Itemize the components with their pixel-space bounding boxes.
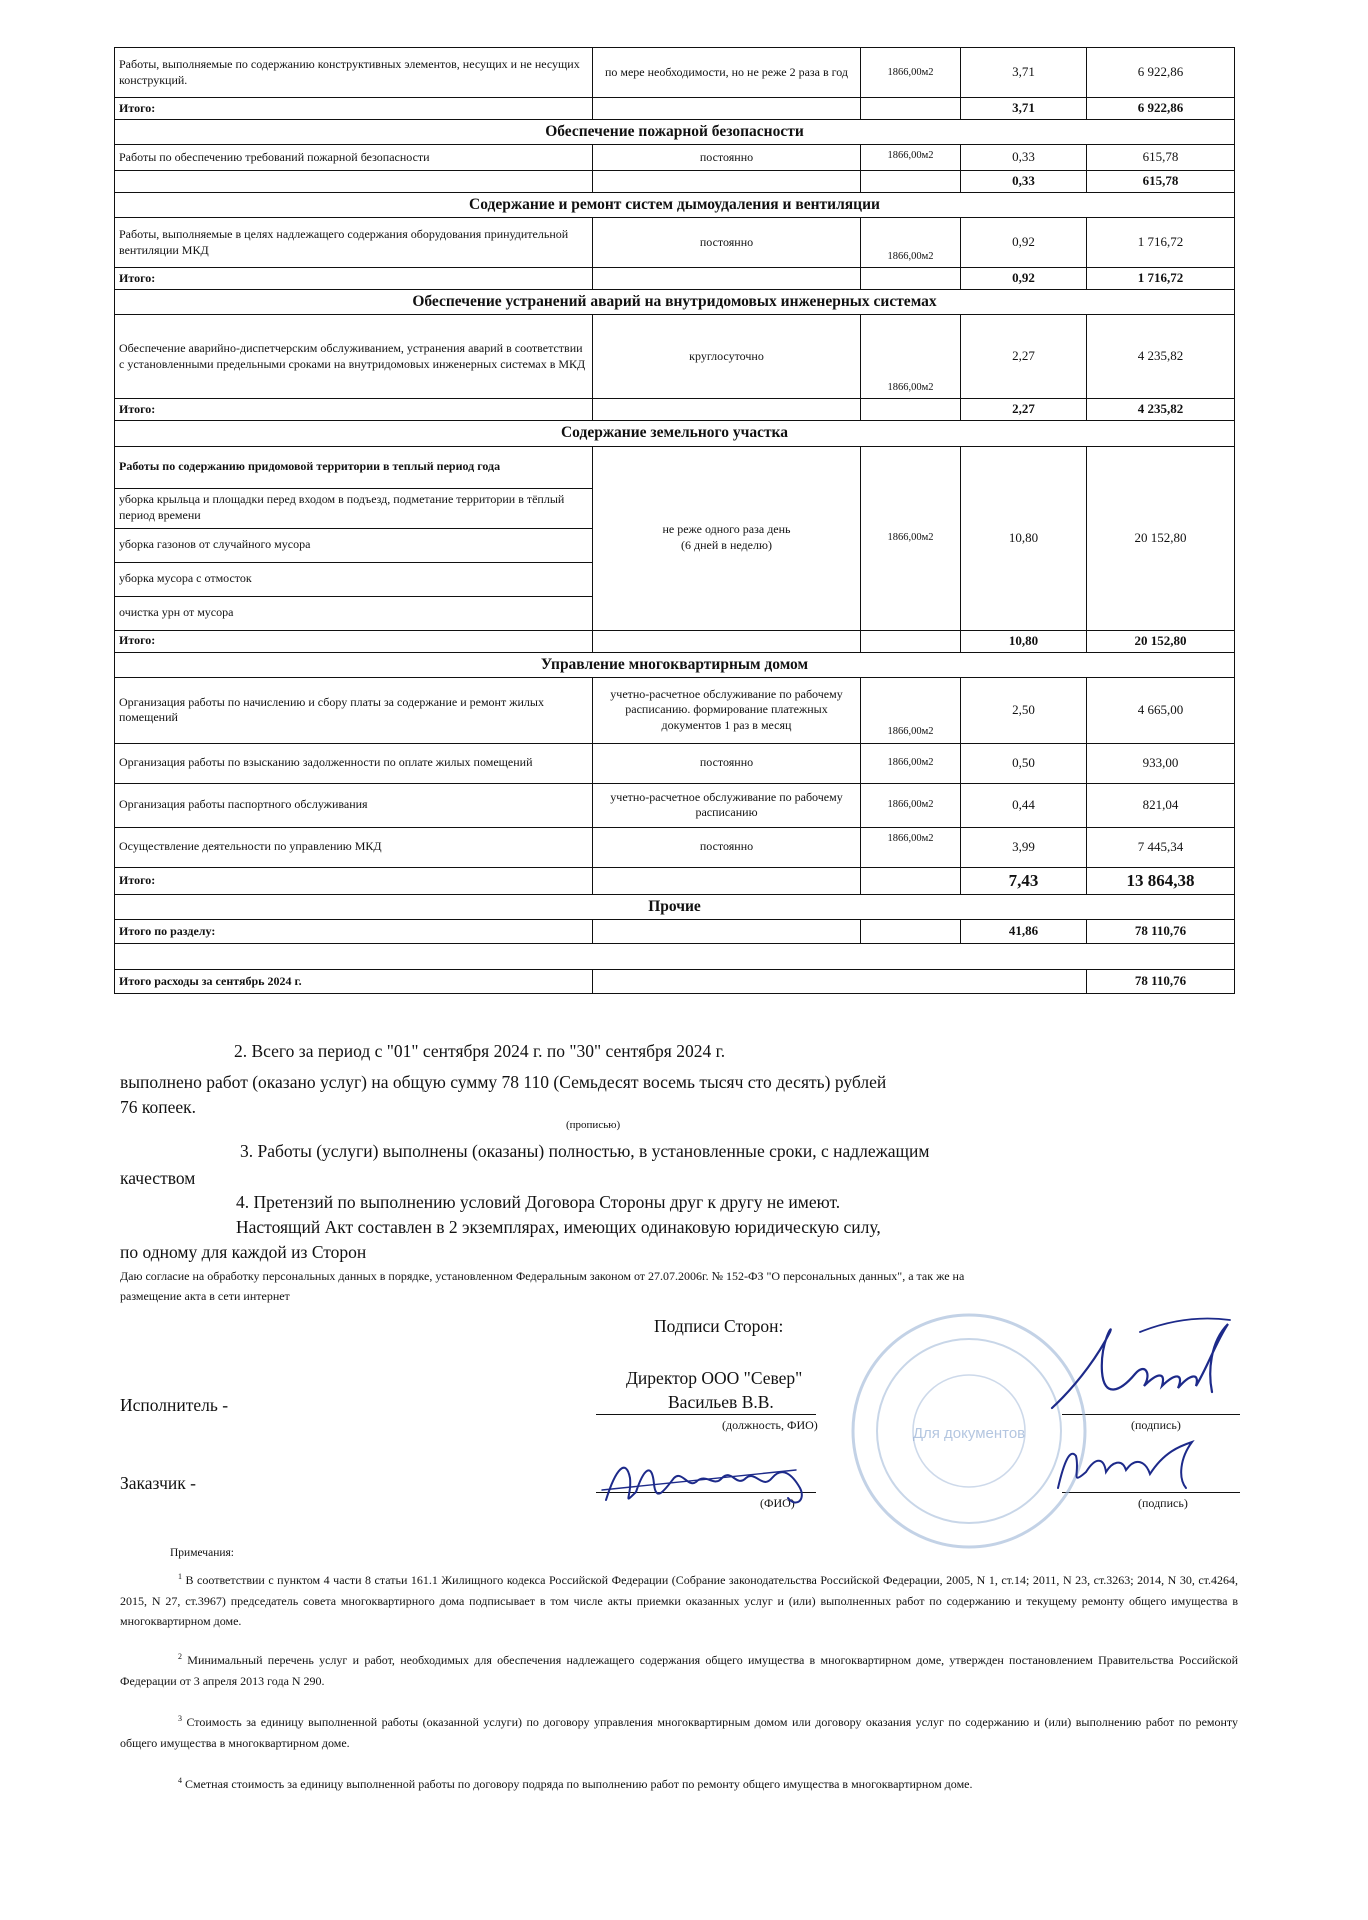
section-title: Обеспечение пожарной безопасности — [115, 120, 1235, 145]
total-rate: 2,27 — [961, 399, 1087, 421]
customer-signature — [596, 1448, 826, 1518]
table-row — [115, 218, 1235, 268]
service-rate: 0,44 — [961, 783, 1087, 827]
service-sum: 933,00 — [1087, 743, 1235, 783]
service-sum: 4 665,00 — [1087, 677, 1235, 743]
position-caption: (должность, ФИО) — [722, 1418, 818, 1432]
land-sum: 20 152,80 — [1087, 446, 1235, 630]
position-line — [596, 1414, 816, 1415]
service-name: Организация работы по начислению и сбору платы за содержание и ремонт жилых помещений — [115, 677, 593, 743]
service-unit: 1866,00м2 — [861, 218, 961, 268]
note-1 — [120, 1570, 1238, 1632]
services-table — [114, 47, 1235, 994]
section-title: Содержание и ремонт систем дымоудаления и вентиляции — [115, 193, 1235, 218]
total-row — [115, 98, 1235, 120]
service-period: круглосуточно — [593, 315, 861, 399]
paragraph-5: Настоящий Акт составлен в 2 экземплярах, имеющих одинаковую юридическую силу, — [236, 1217, 881, 1237]
table-row — [115, 677, 1235, 743]
executor-name: Васильев В.В. — [668, 1392, 774, 1412]
paragraph-3-end: качеством — [120, 1168, 196, 1188]
in-words-caption: (прописью) — [566, 1119, 621, 1131]
fio-caption: (ФИО) — [760, 1496, 795, 1510]
signature-caption: (подпись) — [1131, 1418, 1181, 1432]
total-row — [115, 867, 1235, 894]
note-2 — [120, 1650, 1238, 1691]
note-1-text: В соответствии с пунктом 4 части 8 статьи 161.1 Жилищного кодекса Российской Федерации (Собрание законодательства Российской Федерации, 2005, N 1, ст.14; 2011, N 23, ст.3263; 2014, N 30, ст.4264, 2015, N 27, ст.3967) председатель совета многоквартирного дома подписывает в том числе акты приемки оказанных услуг и (или) выполненных работ по содержанию и текущему ремонту общего имущества в многоквартирном доме. — [120, 1573, 1239, 1629]
note-3-text: Стоимость за единицу выполненной работы (оказанной услуги) по договору управления многоквартирным домом или договору оказания услуг по содержанию и (или) выполнению работ по ремонту общего имущества в многоквартирном доме. — [120, 1715, 1238, 1750]
land-subtask: уборка газонов от случайного мусора — [115, 528, 593, 562]
service-period: постоянно — [593, 218, 861, 268]
service-period: по мере необходимости, но не реже 2 раза в год — [593, 48, 861, 98]
table-row — [115, 315, 1235, 399]
service-name: Организация работы по взысканию задолженности по оплате жилых помещений — [115, 743, 593, 783]
empty-row — [115, 943, 1235, 969]
land-subtask: очистка урн от мусора — [115, 596, 593, 630]
total-label: Итого: — [115, 630, 593, 652]
paragraph-3: 3. Работы (услуги) выполнены (оказаны) полностью, в установленные сроки, с надлежащим — [240, 1141, 930, 1161]
service-rate: 0,33 — [961, 145, 1087, 171]
stamp-label: Для документов — [912, 1425, 1026, 1442]
total-sum: 615,78 — [1087, 171, 1235, 193]
paragraph-5-end: по одному для каждой из Сторон — [120, 1242, 367, 1262]
total-label — [115, 171, 593, 193]
total-rate: 0,92 — [961, 268, 1087, 290]
service-rate: 0,92 — [961, 218, 1087, 268]
month-total-sum: 78 110,76 — [1087, 969, 1235, 993]
total-label: Итого: — [115, 268, 593, 290]
section-row — [115, 652, 1235, 677]
note-4-text: Сметная стоимость за единицу выполненной работы по договору подряда по выполнению работ по ремонту общего имущества в многоквартирном доме. — [185, 1777, 973, 1791]
service-sum: 615,78 — [1087, 145, 1235, 171]
service-period: постоянно — [593, 743, 861, 783]
signatures-heading: Подписи Сторон: — [654, 1316, 784, 1336]
signature-caption-2: (подпись) — [1138, 1496, 1188, 1510]
note-3 — [120, 1712, 1238, 1753]
service-sum: 821,04 — [1087, 783, 1235, 827]
section-total-row — [115, 919, 1235, 943]
service-name: Работы, выполняемые в целях надлежащего содержания оборудования принудительной вентиляции МКД — [115, 218, 593, 268]
service-sum: 6 922,86 — [1087, 48, 1235, 98]
service-rate: 2,50 — [961, 677, 1087, 743]
total-label: Итого: — [115, 399, 593, 421]
section-total-label: Итого по разделу: — [115, 919, 593, 943]
service-rate: 0,50 — [961, 743, 1087, 783]
total-sum: 20 152,80 — [1087, 630, 1235, 652]
service-name: Работы по обеспечению требований пожарной безопасности — [115, 145, 593, 171]
service-sum: 7 445,34 — [1087, 827, 1235, 867]
total-rate: 0,33 — [961, 171, 1087, 193]
section-title: Обеспечение устранений аварий на внутридомовых инженерных системах — [115, 290, 1235, 315]
service-name: Обеспечение аварийно-диспетчерским обслуживанием, устранения аварий в соответствии с установленными предельными сроками на внутридомовых инженерных системах в МКД — [115, 315, 593, 399]
consent-line-2: размещение акта в сети интернет — [120, 1289, 290, 1303]
note-1-mark: 1 — [178, 1572, 182, 1581]
service-unit: 1866,00м2 — [861, 743, 961, 783]
section-row — [115, 894, 1235, 919]
service-period: постоянно — [593, 145, 861, 171]
section-total-rate: 41,86 — [961, 919, 1087, 943]
service-unit: 1866,00м2 — [861, 827, 961, 867]
service-rate: 3,99 — [961, 827, 1087, 867]
service-name: Работы, выполняемые по содержанию конструктивных элементов, несущих и не несущих конструкций. — [115, 48, 593, 98]
service-unit: 1866,00м2 — [861, 145, 961, 171]
service-name: Осуществление деятельности по управлению МКД — [115, 827, 593, 867]
paragraph-2-sum: выполнено работ (оказано услуг) на общую сумму 78 110 (Семьдесят восемь тысяч сто десять) рублей — [120, 1072, 887, 1092]
land-rate: 10,80 — [961, 446, 1087, 630]
section-row — [115, 421, 1235, 446]
table-row — [115, 743, 1235, 783]
service-name: Организация работы паспортного обслуживания — [115, 783, 593, 827]
note-2-mark: 2 — [178, 1652, 182, 1661]
total-sum: 4 235,82 — [1087, 399, 1235, 421]
service-rate: 2,27 — [961, 315, 1087, 399]
paragraph-2-kopecks: 76 копеек. — [120, 1097, 197, 1117]
total-rate: 7,43 — [961, 867, 1087, 894]
total-rate: 10,80 — [961, 630, 1087, 652]
table-row — [115, 48, 1235, 98]
total-label: Итого: — [115, 867, 593, 894]
land-period-line1: не реже одного раза день — [662, 522, 791, 537]
land-work-heading: Работы по содержанию придомовой территории в теплый период года — [115, 446, 593, 488]
notes-heading: Примечания: — [170, 1547, 234, 1559]
land-subtask: уборка крыльца и площадки перед входом в подъезд, подметание территории в тёплый период времени — [115, 488, 593, 528]
note-3-mark: 3 — [178, 1714, 182, 1723]
executor-label: Исполнитель - — [120, 1395, 229, 1415]
section-row — [115, 193, 1235, 218]
note-4 — [120, 1774, 1238, 1795]
paragraph-4: 4. Претензий по выполнению условий Договора Стороны друг к другу не имеют. — [236, 1192, 841, 1212]
service-unit: 1866,00м2 — [861, 315, 961, 399]
service-rate: 3,71 — [961, 48, 1087, 98]
table-row — [115, 145, 1235, 171]
land-subtask: уборка мусора с отмосток — [115, 562, 593, 596]
section-title: Содержание земельного участка — [115, 421, 1235, 446]
total-rate: 3,71 — [961, 98, 1087, 120]
section-row — [115, 290, 1235, 315]
total-row — [115, 268, 1235, 290]
service-sum: 4 235,82 — [1087, 315, 1235, 399]
note-4-mark: 4 — [178, 1776, 182, 1785]
service-period: учетно-расчетное обслуживание по рабочему расписанию — [593, 783, 861, 827]
service-sum: 1 716,72 — [1087, 218, 1235, 268]
service-unit: 1866,00м2 — [861, 48, 961, 98]
total-row — [115, 171, 1235, 193]
table-row — [115, 446, 1235, 488]
land-period-line2: (6 дней в неделю) — [681, 538, 772, 553]
executor-signature — [1040, 1312, 1240, 1424]
section-title: Прочие — [115, 894, 1235, 919]
note-2-text: Минимальный перечень услуг и работ, необходимых для обеспечения надлежащего содержания общего имущества в многоквартирном доме, утвержден постановлением Правительства Российской Федерации от 3 апреля 2013 года N 290. — [120, 1653, 1238, 1688]
customer-label: Заказчик - — [120, 1473, 196, 1493]
paragraph-2: 2. Всего за период с "01" сентября 2024 г. по "30" сентября 2024 г. — [234, 1041, 726, 1061]
table-row — [115, 827, 1235, 867]
total-row — [115, 630, 1235, 652]
service-period: учетно-расчетное обслуживание по рабочему расписанию. формирование платежных документов 1 раз в месяц — [593, 677, 861, 743]
total-sum: 13 864,38 — [1087, 867, 1235, 894]
section-total-sum: 78 110,76 — [1087, 919, 1235, 943]
total-sum: 6 922,86 — [1087, 98, 1235, 120]
executor-position: Директор ООО "Север" — [626, 1368, 803, 1388]
section-title: Управление многоквартирным домом — [115, 652, 1235, 677]
month-total-row — [115, 969, 1235, 993]
total-label: Итого: — [115, 98, 593, 120]
customer-signature-2 — [1040, 1432, 1220, 1502]
consent-line-1: Даю согласие на обработку персональных данных в порядке, установленном Федеральным законом от 27.07.2006г. № 152-ФЗ "О персональных данных", а так же на — [120, 1269, 965, 1283]
service-unit: 1866,00м2 — [861, 677, 961, 743]
total-row — [115, 399, 1235, 421]
month-total-label: Итого расходы за сентябрь 2024 г. — [115, 969, 593, 993]
total-sum: 1 716,72 — [1087, 268, 1235, 290]
table-row — [115, 783, 1235, 827]
land-period — [593, 446, 861, 630]
service-unit: 1866,00м2 — [861, 783, 961, 827]
service-period: постоянно — [593, 827, 861, 867]
land-unit: 1866,00м2 — [861, 446, 961, 630]
section-row — [115, 120, 1235, 145]
